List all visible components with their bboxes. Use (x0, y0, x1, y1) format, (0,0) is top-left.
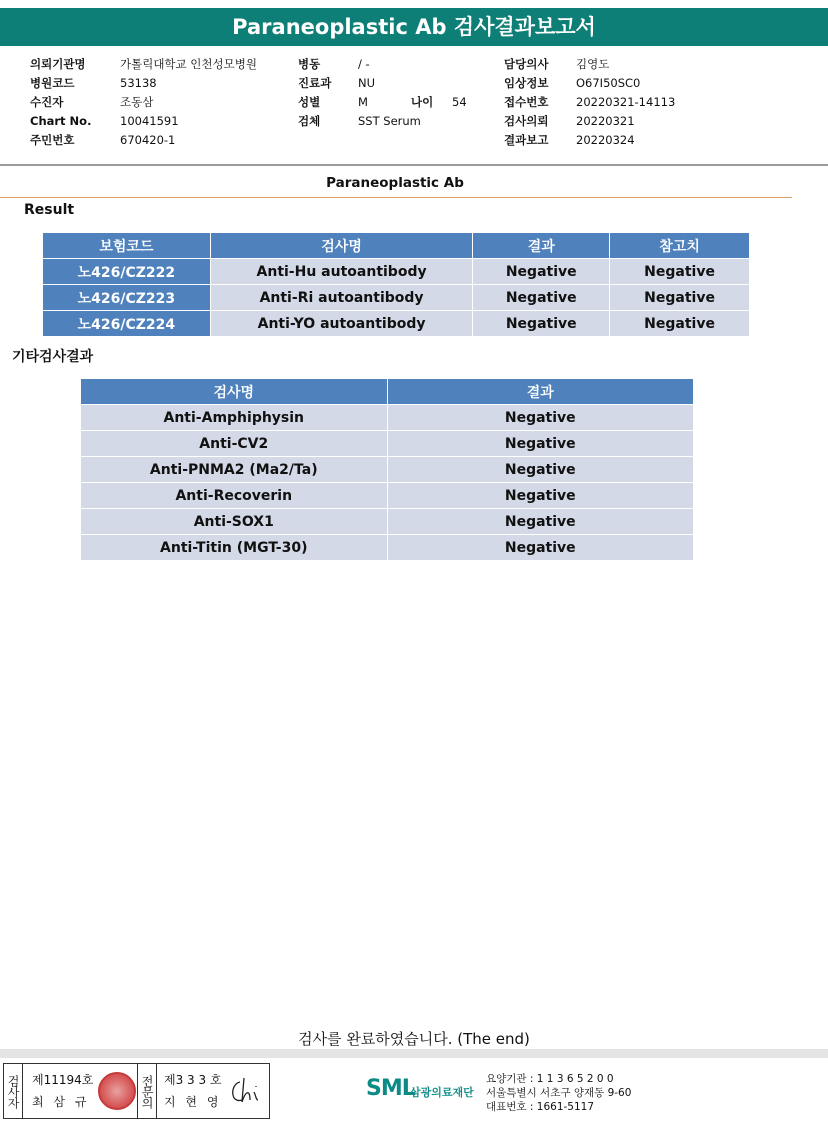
info-value: 20220321-14113 (576, 95, 676, 109)
reference-value: Negative (610, 259, 750, 285)
info-column-1 (30, 55, 91, 150)
org-line: 대표번호 : 1661-5117 (486, 1101, 595, 1113)
info-value: 10041591 (120, 114, 179, 128)
info-value: 670420-1 (120, 133, 176, 147)
doctor-number: 제3 3 3 호 (164, 1073, 222, 1087)
table-row (81, 457, 694, 483)
reference-value: Negative (610, 285, 750, 311)
info-label: Chart No. (30, 114, 92, 128)
column-header: 참고치 (610, 233, 750, 259)
table-row (81, 405, 694, 431)
doctor-name: 지 현 영 (164, 1095, 222, 1109)
test-result: Negative (387, 405, 693, 431)
divider (0, 164, 828, 166)
info-label: 주민번호 (30, 133, 75, 147)
table-row (81, 535, 694, 561)
info-label: 병동 (298, 57, 321, 71)
age-field (411, 93, 433, 112)
info-label: 진료과 (298, 76, 332, 90)
test-name: Anti-Hu autoantibody (210, 259, 473, 285)
result-table (42, 232, 750, 337)
test-result: Negative (473, 285, 610, 311)
insurance-code: 노426/CZ222 (43, 259, 211, 285)
column-header: 결과 (387, 379, 693, 405)
age-value: 54 (452, 95, 467, 109)
test-result: Negative (387, 509, 693, 535)
info-value: 김영도 (576, 57, 610, 71)
info-column-3 (504, 55, 548, 150)
info-value: / - (358, 57, 370, 71)
info-label: 임상정보 (504, 76, 549, 90)
signature-box (3, 1063, 270, 1119)
table-row (81, 431, 694, 457)
test-name: Anti-SOX1 (81, 509, 388, 535)
divider (0, 197, 792, 198)
sml-logo (366, 1072, 486, 1112)
logo-mark: SML (366, 1076, 415, 1101)
test-name: Anti-Ri autoantibody (210, 285, 473, 311)
test-name: Anti-YO autoantibody (210, 311, 473, 337)
test-result: Negative (387, 535, 693, 561)
info-label: 검체 (298, 114, 321, 128)
column-header: 검사명 (210, 233, 473, 259)
test-name: Anti-Titin (MGT-30) (81, 535, 388, 561)
info-value: SST Serum (358, 114, 421, 128)
test-name: Anti-Amphiphysin (81, 405, 388, 431)
info-value: NU (358, 76, 376, 90)
info-label: 검사의뢰 (504, 114, 549, 128)
column-header: 보험코드 (43, 233, 211, 259)
info-label: 접수번호 (504, 95, 549, 109)
handwritten-signature (226, 1070, 266, 1110)
test-result: Negative (473, 259, 610, 285)
column-header: 검사명 (81, 379, 388, 405)
examiner-name: 최 삼 규 (32, 1095, 90, 1109)
result-label: Result (24, 202, 75, 218)
organization-info (486, 1072, 631, 1114)
logo-name: 삼광의료재단 (410, 1086, 474, 1099)
other-results-label: 기타검사결과 (12, 349, 94, 365)
info-value: 가톨릭대학교 인천성모병원 (120, 57, 257, 71)
test-result: Negative (387, 483, 693, 509)
info-label: 성별 (298, 95, 321, 109)
footer-band (0, 1049, 828, 1058)
info-column-3-values (576, 55, 675, 150)
table-row (81, 509, 694, 535)
table-header-row (43, 233, 750, 259)
insurance-code: 노426/CZ223 (43, 285, 211, 311)
info-value: 20220324 (576, 133, 635, 147)
examiner-label: 검사자 (4, 1064, 23, 1118)
age-label: 나이 (411, 95, 434, 109)
test-name: Anti-Recoverin (81, 483, 388, 509)
test-name: Anti-PNMA2 (Ma2/Ta) (81, 457, 388, 483)
examiner-number: 제11194호 (32, 1073, 94, 1087)
info-label: 의뢰기관명 (30, 57, 86, 71)
info-column-2 (298, 55, 331, 131)
info-value: 조동삼 (120, 95, 154, 109)
test-result: Negative (387, 431, 693, 457)
info-value: 53138 (120, 76, 157, 90)
info-label: 담당의사 (504, 57, 549, 71)
doctor-label: 전문의 (137, 1064, 157, 1118)
info-label: 수진자 (30, 95, 64, 109)
column-header: 결과 (473, 233, 610, 259)
table-row (43, 311, 750, 337)
test-name: Anti-CV2 (81, 431, 388, 457)
table-row (43, 259, 750, 285)
info-column-1-values (120, 55, 257, 150)
end-notice: 검사를 완료하였습니다. (The end) (298, 1030, 530, 1048)
report-title: Paraneoplastic Ab 검사결과보고서 (232, 15, 596, 39)
info-label: 결과보고 (504, 133, 549, 147)
other-results-table (80, 378, 694, 561)
test-result: Negative (387, 457, 693, 483)
table-row (81, 483, 694, 509)
seal-stamp (98, 1072, 136, 1110)
info-value: M (358, 95, 368, 109)
org-line: 요양기관 : 1 1 3 6 5 2 0 0 (486, 1073, 614, 1085)
section-subtitle: Paraneoplastic Ab (326, 175, 464, 191)
info-value: 20220321 (576, 114, 635, 128)
table-row (43, 285, 750, 311)
org-line: 서울특별시 서초구 양재동 9-60 (486, 1087, 632, 1099)
insurance-code: 노426/CZ224 (43, 311, 211, 337)
test-result: Negative (473, 311, 610, 337)
info-value: O67I50SC0 (576, 76, 641, 90)
info-label: 병원코드 (30, 76, 75, 90)
reference-value: Negative (610, 311, 750, 337)
table-header-row (81, 379, 694, 405)
